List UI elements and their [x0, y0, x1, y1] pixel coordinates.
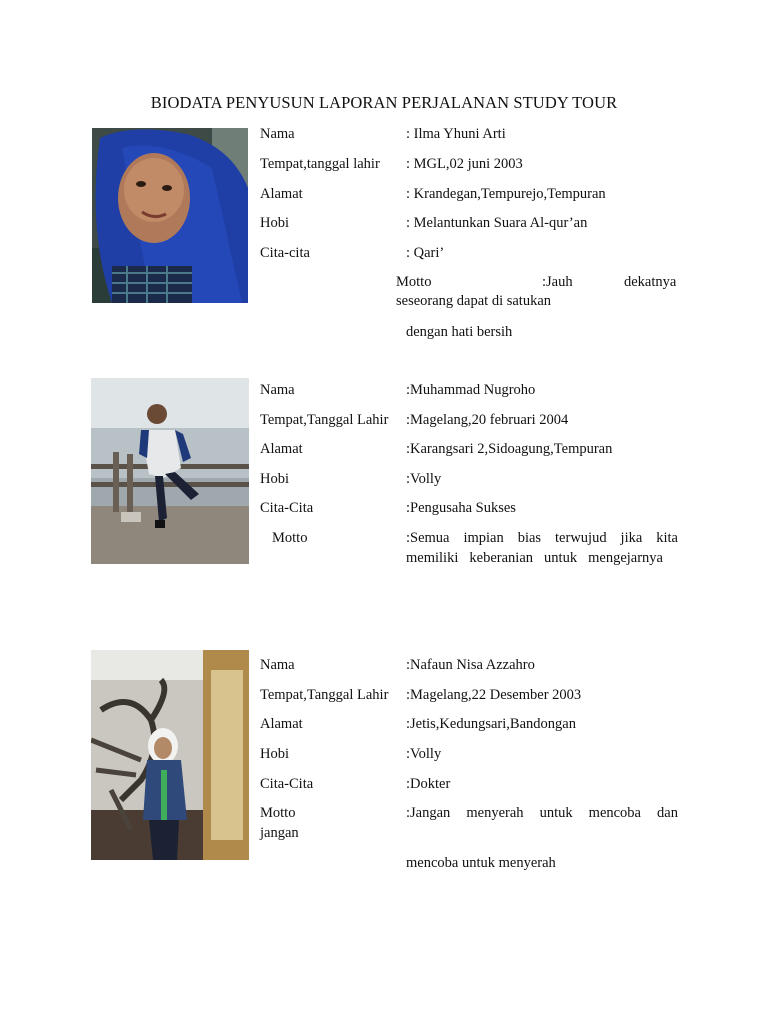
person-3-motto-label-2: jangan — [260, 825, 299, 841]
person-2-alamat-label: Alamat — [260, 441, 303, 457]
person-3-ttl-label: Tempat,Tanggal Lahir — [260, 687, 389, 703]
person-3-cita-value: :Dokter — [406, 776, 451, 792]
person-2-cita-value: :Pengusaha Sukses — [406, 500, 516, 516]
person-1-motto-line: seseorang dapat di satukan — [396, 293, 552, 309]
photo-person-1 — [92, 128, 248, 303]
person-3-ttl-value: :Magelang,22 Desember 2003 — [406, 687, 582, 703]
person-3-nama-label: Nama — [260, 657, 295, 673]
person-3-hobi-label: Hobi — [260, 746, 289, 762]
person-1-motto-word: Motto — [396, 274, 432, 290]
person-1-nama-label: Nama — [260, 126, 295, 142]
person-2-cita-label: Cita-Cita — [260, 500, 314, 516]
person-1-nama-value: : Ilma Yhuni Arti — [406, 126, 506, 142]
person-3-alamat-label: Alamat — [260, 716, 303, 732]
person-1-cita-value: : Qari’ — [406, 245, 445, 261]
person-1-motto-word: :Jauh — [542, 274, 573, 290]
photo-person-3 — [91, 650, 249, 860]
person-1-cita-label: Cita-cita — [260, 245, 310, 261]
person-1-hobi-label: Hobi — [260, 215, 289, 231]
photo-person-2 — [91, 378, 249, 564]
person-1-hobi-value: : Melantunkan Suara Al-qur’an — [406, 215, 588, 231]
person-3-motto-line: :Jangan menyerah untuk mencoba dan — [406, 805, 678, 821]
person-3-motto-label: Motto — [260, 805, 296, 821]
person-3-nama-value: :Nafaun Nisa Azzahro — [406, 657, 535, 673]
person-3-alamat-value: :Jetis,Kedungsari,Bandongan — [406, 716, 576, 732]
person-1-alamat-label: Alamat — [260, 186, 303, 202]
person-1-ttl-label: Tempat,tanggal lahir — [260, 156, 380, 172]
person-2-motto-line: :Semua impian bias terwujud jika kita — [406, 530, 678, 546]
person-2-ttl-value: :Magelang,20 februari 2004 — [406, 412, 569, 428]
person-3-hobi-value: :Volly — [406, 746, 442, 762]
person-3-cita-label: Cita-Cita — [260, 776, 314, 792]
person-2-motto-label: Motto — [272, 530, 308, 546]
person-2-ttl-label: Tempat,Tanggal Lahir — [260, 412, 389, 428]
person-2-alamat-value: :Karangsari 2,Sidoagung,Tempuran — [406, 441, 613, 457]
person-1-motto-word: dekatnya — [624, 274, 677, 290]
person-1-alamat-value: : Krandegan,Tempurejo,Tempuran — [406, 186, 606, 202]
person-1-motto-line: dengan hati bersih — [406, 324, 513, 340]
page-title: BIODATA PENYUSUN LAPORAN PERJALANAN STUDY TOUR — [150, 93, 618, 112]
person-2-nama-label: Nama — [260, 382, 295, 398]
person-2-hobi-label: Hobi — [260, 471, 289, 487]
person-2-motto-line: memiliki keberanian untuk mengejarnya — [406, 550, 663, 566]
person-2-hobi-value: :Volly — [406, 471, 442, 487]
person-3-motto-line: mencoba untuk menyerah — [406, 855, 556, 871]
person-2-nama-value: :Muhammad Nugroho — [406, 382, 536, 398]
person-1-ttl-value: : MGL,02 juni 2003 — [406, 156, 523, 172]
